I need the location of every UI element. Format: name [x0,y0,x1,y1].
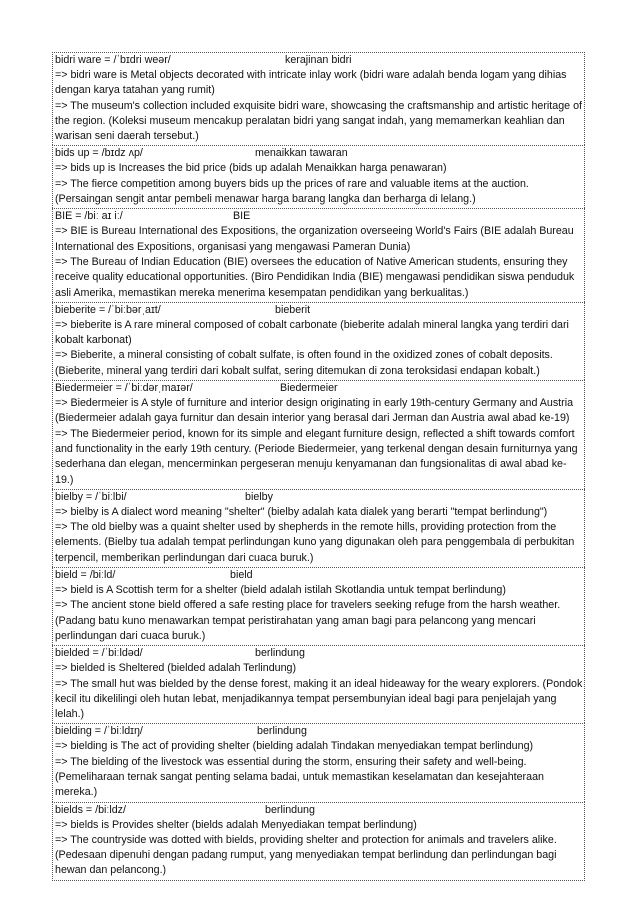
entry-header [55,146,583,161]
entry-header [55,490,583,505]
entry-example: => The old bielby was a quaint shelter used by shepherds in the remote hills, providing protection from the elements. (Bielby tua adalah tempat perlindungan kuno yang digunakan oleh para penggembala di perbukitan terpencil, memberikan perlindungan dari cuaca buruk.) [55,521,575,564]
entry-header [55,646,583,661]
entry-translation: bieberit [275,303,311,316]
glossary-document [52,52,585,881]
entry-definition: => bielded is Sheltered (bielded adalah Terlindung) [55,662,297,675]
entry-header [55,803,583,818]
entry-translation: BIE [233,210,251,223]
entry-header [55,724,583,739]
entry-example: => The museum's collection included exquisite bidri ware, showcasing the craftsmanship and artistic heritage of the region. (Koleksi museum mencakup peralatan bidri yang sangat indah, yang memamerkan keahlian dan warisan seni daerah tersebut.) [55,99,582,143]
entry-translation: bielby [245,490,273,503]
entry-example: => The small hut was bielded by the dense forest, making it an ideal hideaway for the weary explorers. (Pondok kecil itu dikelilingi oleh hutan lebat, menjadikannya tempat persembunyian ideal bagi para penjelajah yang lelah.) [55,677,583,721]
entry-term: bielding = /ˈbiːldɪŋ/ [55,725,143,738]
entry-definition: => bieberite is A rare mineral composed of cobalt carbonate (bieberite adalah mineral langka yang terdiri dari kobalt karbonat) [55,318,569,347]
entry-definition: => BIE is Bureau International des Expositions, the organization overseeing World's Fairs (BIE adalah Bureau International des Expositions, organisasi yang mengawasi Pameran Dunia) [55,225,574,253]
entry-definition: => bidri ware is Metal objects decorated with intricate inlay work (bidri ware adalah benda logam yang dihias dengan karya tatahan yang rumit) [55,69,567,97]
entry-header [55,381,583,396]
entry-header [55,303,583,318]
entry-bieberite [52,302,585,380]
entry-example: => The Biedermeier period, known for its simple and elegant furniture design, reflected a shift towards comfort and functionality in the early 19th century. (Periode Biedermeier, yang terkenal dengan desain furniturnya yang sederhana dan elegan, mencerminkan pergeseran menuju kenyamanan dan fungsionalitas di awal abad ke-19.) [55,427,578,486]
entry-bielded [52,645,585,723]
entry-bields [52,802,585,881]
entry-term: BIE = /biː aɪ iː/ [55,210,123,223]
entry-term: bielby = /ˈbiːlbi/ [55,490,127,503]
entry-example: => The countryside was dotted with bields, providing shelter and protection for animals and travelers alike. (Pedesaan dipenuhi dengan padang rumput, yang menyediakan tempat berlindung dan perlindungan bagi hewan dan pelancong.) [55,833,557,877]
entry-header [55,209,583,224]
entry-example: => The ancient stone bield offered a safe resting place for travelers seeking refuge from the harsh weather. (Padang batu kuno menawarkan tempat peristirahatan yang aman bagi para pelancong yang mencari perlindungan dari cuaca buruk.) [55,599,561,642]
entry-term: bield = /biːld/ [55,569,116,582]
entry-translation: berlindung [255,647,305,660]
entry-definition: => Biedermeier is A style of furniture and interior design originating in early 19th-century Germany and Austria (Biedermeier adalah gaya furnitur dan desain interior yang berasal dari Jerman dan Austria awal abad ke-19) [55,397,574,425]
entry-translation: kerajinan bidri [285,54,352,66]
entry-bie [52,208,585,301]
entry-header [55,53,583,68]
entry-bield [52,567,585,645]
entry-bielby [52,489,585,567]
entry-definition: => bielby is A dialect word meaning "shelter" (bielby adalah kata dialek yang berarti "tempat berlindung") [55,505,548,518]
entry-translation: berlindung [257,725,307,738]
entry-term: Biedermeier = /ˈbiːdərˌmaɪər/ [55,382,193,395]
entry-biedermeier [52,380,585,489]
entry-translation: bield [230,569,253,582]
entry-bids-up [52,145,585,208]
entry-term: bidri ware = /ˈbɪdri weər/ [55,54,171,66]
entry-example: => The Bureau of Indian Education (BIE) oversees the education of Native American students, ensuring they receive quality educational opportunities. (Biro Pendidikan India (BIE) mengawasi pendidikan siswa penduduk asli Amerika, memastikan mereka menerima kesempatan pendidikan yang berkualitas.) [55,255,575,299]
entry-definition: => bields is Provides shelter (bields adalah Menyediakan tempat berlindung) [55,818,417,831]
entry-translation: berlindung [265,803,315,816]
entry-bidri-ware [52,52,585,145]
entry-example: => Bieberite, a mineral consisting of cobalt sulfate, is often found in the oxidized zones of cobalt deposits. (Bieberite, mineral yang terdiri dari kobalt sulfat, sering ditemukan di zona teroksidasi endapan kobalt.) [55,349,553,377]
entry-definition: => bielding is The act of providing shelter (bielding adalah Tindakan menyediakan tempat berlindung) [55,740,534,753]
entry-definition: => bids up is Increases the bid price (bids up adalah Menaikkan harga penawaran) [55,162,447,175]
entry-term: bielded = /ˈbiːldəd/ [55,647,143,660]
entry-term: bids up = /bɪdz ʌp/ [55,147,143,160]
entry-translation: menaikkan tawaran [255,147,348,160]
entry-translation: Biedermeier [280,382,338,395]
entry-example: => The fierce competition among buyers bids up the prices of rare and valuable items at the auction. (Persaingan sengit antar pembeli menawar harga barang langka dan berharga di lelang.) [55,177,529,206]
entry-bielding [52,723,585,801]
entry-example: => The bielding of the livestock was essential during the storm, ensuring their safety and well-being. (Pemeliharaan ternak sangat penting selama badai, untuk memastikan keselamatan dan kesejahteraan mereka.) [55,755,544,799]
entry-definition: => bield is A Scottish term for a shelter (bield adalah istilah Skotlandia untuk tempat berlindung) [55,584,506,597]
entry-term: bieberite = /ˈbiːbərˌaɪt/ [55,303,161,316]
entry-term: bields = /biːldz/ [55,803,126,816]
entry-header [55,568,583,583]
